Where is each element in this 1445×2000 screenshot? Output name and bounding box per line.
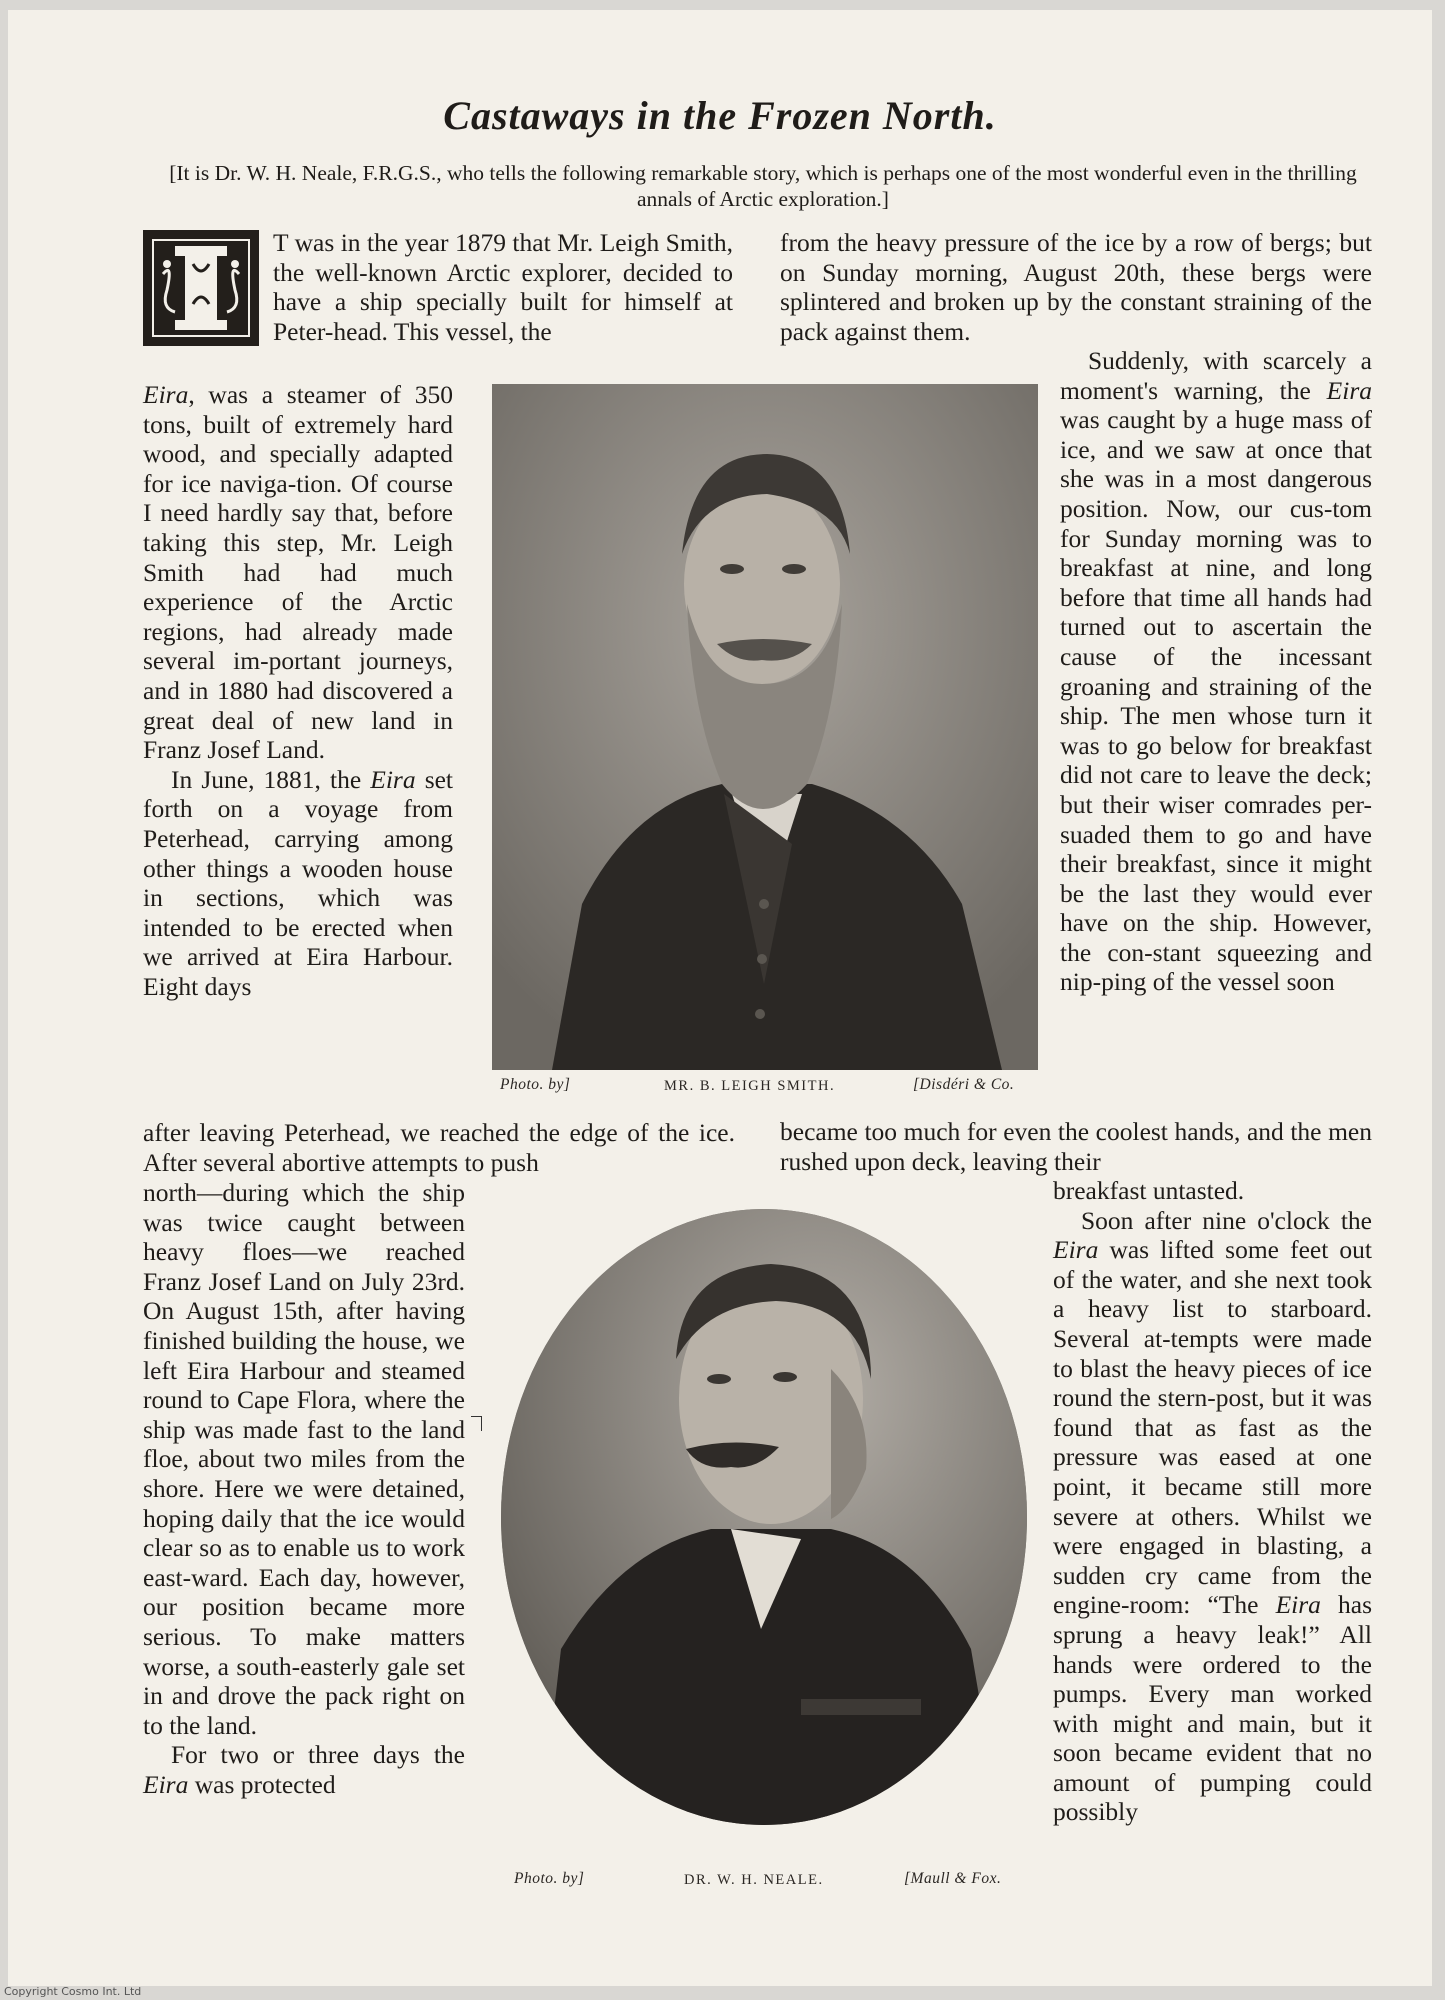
photo2-caption: DR. W. H. NEALE.	[684, 1872, 824, 1888]
photo1-credit-left: Photo. by]	[500, 1076, 571, 1093]
ship-name: Eira	[370, 764, 416, 794]
page	[8, 10, 1432, 1986]
paragraph-franz-josef: north—during which the ship was twice caught between heavy floes—we reached Franz Josef Land on July 23rd. On August 15th, after having finished building the house, we left Eira Harbour and steamed round to Cape Flora, where the ship was made fast to the land floe, about two miles from the shore. Here we were detained, hoping daily that the ice would clear so as to enable us to work east-ward. Each day, however, our position became more serious. To make matters worse, a south-easterly gale set in and drove the pack right on to the land.	[143, 1178, 465, 1740]
intro-note: [It is Dr. W. H. Neale, F.R.G.S., who tells the following remarkable story, which is perhaps one of the most wonderful even in the thrilling annals of Arctic exploration.]	[169, 161, 1357, 211]
column-2-top	[780, 228, 1372, 346]
paragraph-june-1881: In June, 1881, the Eira set forth on a voyage from Peterhead, carrying among other things a wooden house in sections, which was intended to be erected when we arrived at Eira Harbour. Eight days	[143, 764, 454, 1001]
column-2-narrow	[1060, 346, 1372, 997]
column-1-narrow	[143, 380, 453, 1001]
paragraph-suddenly: Suddenly, with scarcely a moment's warning, the Eira was caught by a huge mass of ice, and we saw at once that she was in a most dangerous position. Now, our cus-tom for Sunday morning was to breakfast at nine, and long before that time all hands had turned out to ascertain the cause of the incessant groaning and straining of the ship. The men whose turn it was to go below for breakfast did not care to leave the deck; but their wiser comrades per-suaded them to go and have their breakfast, since it might be the last they would ever have on the ship. However, the con-stant squeezing and nip-ping of the vessel soon	[1060, 346, 1372, 997]
paragraph-bergs: from the heavy pressure of the ice by a row of bergs; but on Sunday morning, August 20th, these bergs were splintered and broken up by the constant straining of the pack against them.	[780, 228, 1372, 346]
portrait-leigh-smith	[492, 384, 1038, 1070]
photo2-credit-right: [Maull & Fox.	[904, 1870, 1002, 1887]
paragraph-protected: For two or three days the Eira was protected	[143, 1740, 465, 1799]
column-2-wide	[780, 1117, 1372, 1176]
paragraph-coolest-hands: became too much for even the coolest hands, and the men rushed upon deck, leaving their	[780, 1117, 1372, 1176]
photo1-caption: MR. B. LEIGH SMITH.	[664, 1078, 836, 1094]
portrait-neale	[501, 1209, 1027, 1825]
paragraph-continuation: after leaving Peterhead, we reached the edge of the ice. After several abortive attempts to push	[143, 1118, 735, 1177]
copyright-footer: Copyright Cosmo Int. Ltd	[4, 1985, 142, 1998]
column-1-bottom	[143, 1178, 465, 1799]
column-2-bottom	[1053, 1176, 1372, 1827]
ship-name: Eira	[1326, 375, 1372, 405]
article-title: Castaways in the Frozen North.	[443, 93, 997, 138]
decorative-initial-i	[143, 230, 259, 346]
paragraph-ship-description: Eira, was a steamer of 350 tons, built of extremely hard wood, and specially adapted for ice naviga-tion. Of course I need hardly say that, before taking this step, Mr. Leigh Smith had had much experience of the Arctic regions, had already made several im-portant journeys, and in 1880 had discovered a great deal of new land in Franz Josef Land.	[143, 380, 453, 765]
column-1-lead	[273, 228, 733, 346]
ship-name: Eira	[1275, 1590, 1321, 1620]
photo1-credit-right: [Disdéri & Co.	[913, 1076, 1015, 1093]
paragraph-untasted: breakfast untasted.	[1053, 1176, 1245, 1205]
ship-name: Eira	[143, 1769, 189, 1799]
ship-name: Eira	[143, 380, 189, 409]
column-1-wide	[143, 1118, 735, 1177]
printer-mark	[471, 1416, 482, 1431]
paragraph-nine-oclock: Soon after nine o'clock the Eira was lifted some feet out of the water, and she next took a heavy list to starboard. Several at-tempts were made to blast the heavy pieces of ice round the stern-post, but it was found that as fast as the pressure was eased at one point, it became still more severe at others. Whilst we were engaged in blasting, a sudden cry came from the engine-room: “The Eira has sprung a heavy leak!” All hands were ordered to the pumps. Every man worked with might and main, but it soon became evident that no amount of pumping could possibly	[1053, 1205, 1373, 1827]
photo2-credit-left: Photo. by]	[514, 1870, 585, 1887]
ship-name: Eira	[1053, 1235, 1099, 1265]
lead-paragraph-start: T was in the year 1879 that Mr. Leigh Smith, the well-known Arctic explorer, decided to have a ship specially built for himself at Peter-head. This vessel, the	[273, 228, 733, 346]
